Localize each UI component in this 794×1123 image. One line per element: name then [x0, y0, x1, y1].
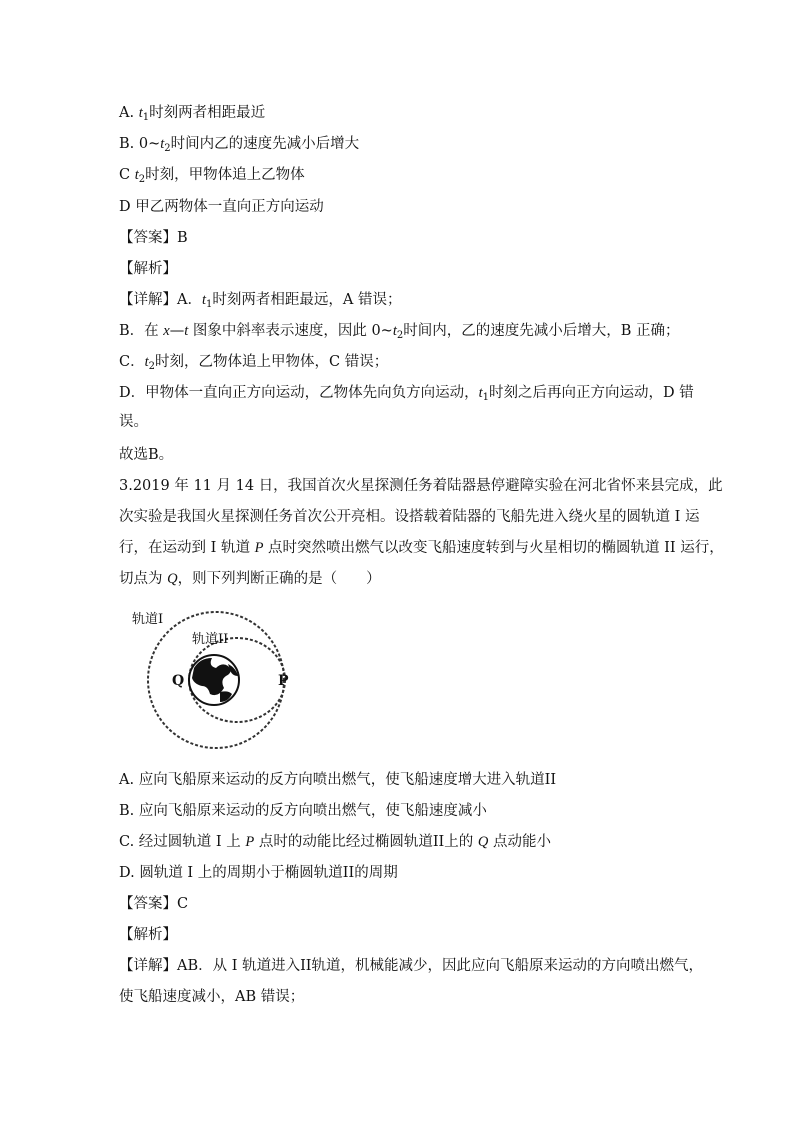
prev-detail-c: C．$t_2$时刻，乙物体追上甲物体，C 错误；	[119, 354, 389, 372]
prev-detail-b: B．在 x—t 图象中斜率表示速度，因此 $0\sim t_2$时间内，乙的速度先减小后增大，B 正确；	[119, 323, 680, 341]
q3-option-a: A. 应向飞船原来运动的反方向喷出燃气，使飞船速度增大进入轨道II	[119, 772, 557, 788]
prev-option-b: B. $0\sim t_2$时间内乙的速度先减小后增大	[119, 136, 360, 154]
q3-option-c: C. 经过圆轨道 I 上 P 点时的动能比经过椭圆轨道II上的 Q 点动能小	[119, 834, 551, 850]
point-q-label: Q	[172, 673, 185, 689]
prev-detail-a: 【详解】A．$t_1$时刻两者相距最远，A 错误；	[119, 292, 402, 310]
q3-option-b: B. 应向飞船原来运动的反方向喷出燃气，使飞船速度减小	[119, 803, 487, 819]
point-p-label: P	[278, 673, 289, 689]
q3-analysis-label: 【解析】	[119, 927, 177, 943]
q3-stem-line2: 次实验是我国火星探测任务首次公开亮相。设搭载着陆器的飞船先进入绕火星的圆轨道 I 运	[119, 509, 700, 525]
orbit-1-label: 轨道I	[132, 612, 164, 627]
q3-option-d: D. 圆轨道 I 上的周期小于椭圆轨道II的周期	[119, 865, 398, 881]
prev-analysis-label: 【解析】	[119, 261, 177, 277]
q3-stem-line4: 切点为 Q，则下列判断正确的是（ ）	[119, 571, 381, 587]
q3-detail-line1: 【详解】AB．从 I 轨道进入II轨道，机械能减少，因此应向飞船原来运动的方向喷出燃气，	[119, 958, 704, 974]
q3-stem-line1: 3.2019 年 11 月 14 日，我国首次火星探测任务着陆器悬停避障实验在河北省怀来县完成，此	[119, 478, 723, 494]
prev-detail-d-cont: 误。	[119, 414, 148, 430]
q3-answer: 【答案】C	[119, 896, 189, 912]
prev-option-d: D 甲乙两物体一直向正方向运动	[119, 199, 324, 215]
q3-stem-line3: 行，在运动到 I 轨道 P 点时突然喷出燃气以改变飞船速度转到与火星相切的椭圆轨道 II 运行，	[119, 540, 724, 556]
mars-globe-icon	[189, 655, 239, 705]
prev-option-c: C $t_2$时刻，甲物体追上乙物体	[119, 167, 305, 185]
orbit-diagram	[128, 606, 318, 754]
prev-detail-d: D．甲物体一直向正方向运动，乙物体先向负方向运动，$t_1$时刻之后再向正方向运动，D 错	[119, 385, 694, 403]
prev-option-a: A. $t_1$时刻两者相距最近	[119, 105, 266, 123]
q3-detail-line2: 使飞船速度减小，AB 错误；	[119, 989, 305, 1005]
prev-answer: 【答案】B	[119, 230, 188, 246]
orbit-figure	[128, 606, 318, 754]
prev-conclusion: 故选B。	[119, 447, 174, 463]
orbit-2-label: 轨道II	[192, 632, 229, 647]
